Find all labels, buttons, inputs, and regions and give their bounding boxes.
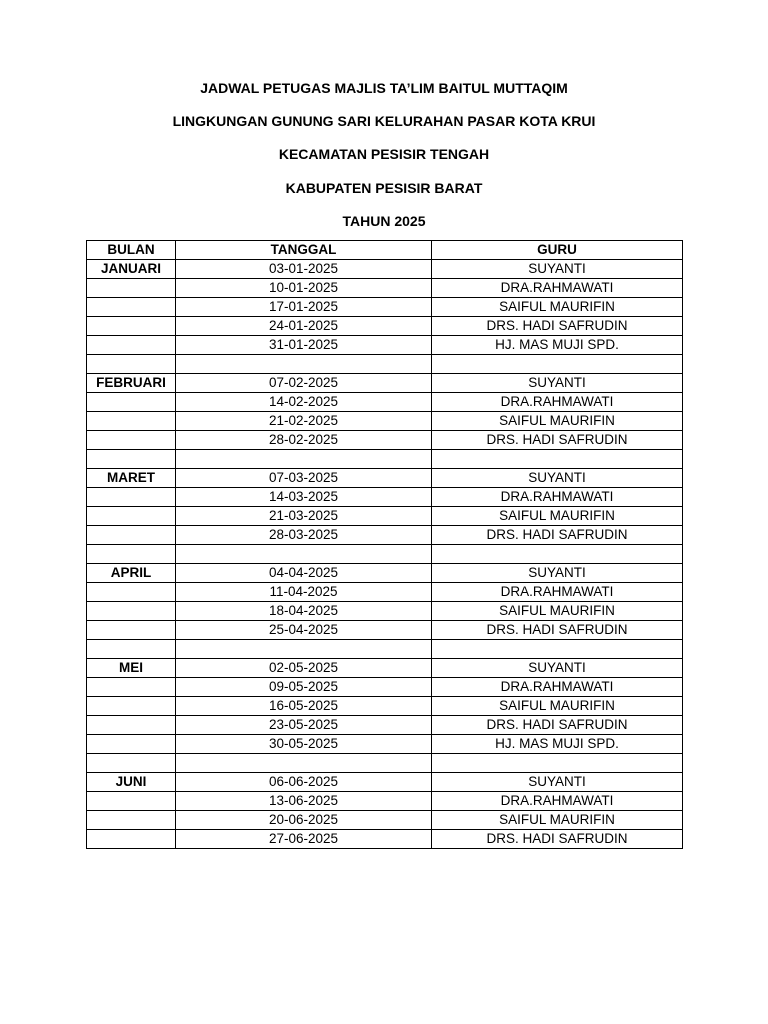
cell-tanggal: 10-01-2025 <box>176 279 432 298</box>
cell-tanggal: 27-06-2025 <box>176 830 432 849</box>
cell-bulan <box>87 621 176 640</box>
title-line-2: LINGKUNGAN GUNUNG SARI KELURAHAN PASAR KOTA KRUI <box>172 113 596 130</box>
table-row <box>87 697 683 716</box>
cell-bulan <box>87 678 176 697</box>
cell-guru: SUYANTI <box>432 773 683 792</box>
cell-tanggal <box>176 754 432 773</box>
cell-tanggal: 31-01-2025 <box>176 336 432 355</box>
cell-bulan <box>87 450 176 469</box>
cell-guru: SAIFUL MAURIFIN <box>432 507 683 526</box>
cell-guru: SAIFUL MAURIFIN <box>432 298 683 317</box>
cell-guru <box>432 450 683 469</box>
cell-guru: DRA.RAHMAWATI <box>432 583 683 602</box>
cell-bulan <box>87 279 176 298</box>
cell-tanggal: 30-05-2025 <box>176 735 432 754</box>
cell-bulan <box>87 298 176 317</box>
cell-bulan <box>87 488 176 507</box>
cell-bulan <box>87 336 176 355</box>
table-row <box>87 393 683 412</box>
cell-bulan: MARET <box>87 469 176 488</box>
table-row <box>87 659 683 678</box>
table-row <box>87 716 683 735</box>
table-row <box>87 488 683 507</box>
cell-tanggal <box>176 640 432 659</box>
cell-guru: SUYANTI <box>432 659 683 678</box>
cell-tanggal: 14-02-2025 <box>176 393 432 412</box>
table-row <box>87 336 683 355</box>
cell-guru: DRS. HADI SAFRUDIN <box>432 716 683 735</box>
cell-tanggal: 09-05-2025 <box>176 678 432 697</box>
cell-tanggal: 16-05-2025 <box>176 697 432 716</box>
cell-tanggal: 21-02-2025 <box>176 412 432 431</box>
cell-guru: DRS. HADI SAFRUDIN <box>432 317 683 336</box>
cell-bulan <box>87 393 176 412</box>
title-line-3: KECAMATAN PESISIR TENGAH <box>278 146 490 163</box>
table-row <box>87 564 683 583</box>
table-row <box>87 545 683 564</box>
cell-tanggal: 28-02-2025 <box>176 431 432 450</box>
cell-tanggal: 13-06-2025 <box>176 792 432 811</box>
cell-bulan <box>87 640 176 659</box>
cell-tanggal: 28-03-2025 <box>176 526 432 545</box>
cell-guru <box>432 640 683 659</box>
table-row <box>87 640 683 659</box>
table-row <box>87 830 683 849</box>
cell-guru: DRA.RAHMAWATI <box>432 792 683 811</box>
cell-tanggal <box>176 355 432 374</box>
table-row <box>87 735 683 754</box>
table-row <box>87 317 683 336</box>
cell-bulan <box>87 583 176 602</box>
table-row <box>87 507 683 526</box>
cell-tanggal: 24-01-2025 <box>176 317 432 336</box>
table-row <box>87 678 683 697</box>
cell-tanggal: 17-01-2025 <box>176 298 432 317</box>
cell-guru: SUYANTI <box>432 260 683 279</box>
table-row <box>87 412 683 431</box>
cell-guru: SAIFUL MAURIFIN <box>432 811 683 830</box>
cell-guru: SAIFUL MAURIFIN <box>432 697 683 716</box>
cell-tanggal: 14-03-2025 <box>176 488 432 507</box>
title-line-5: TAHUN 2025 <box>342 212 426 229</box>
cell-bulan: FEBRUARI <box>87 374 176 393</box>
cell-guru: DRA.RAHMAWATI <box>432 678 683 697</box>
table-row <box>87 773 683 792</box>
cell-tanggal: 07-03-2025 <box>176 469 432 488</box>
cell-bulan <box>87 830 176 849</box>
table-body <box>87 260 683 849</box>
cell-bulan: JUNI <box>87 773 176 792</box>
table-row <box>87 431 683 450</box>
cell-guru: HJ. MAS MUJI SPD. <box>432 735 683 754</box>
table-row <box>87 279 683 298</box>
cell-bulan <box>87 545 176 564</box>
cell-guru: SUYANTI <box>432 564 683 583</box>
table-row <box>87 469 683 488</box>
cell-bulan <box>87 507 176 526</box>
table-row <box>87 526 683 545</box>
cell-tanggal: 06-06-2025 <box>176 773 432 792</box>
document-header <box>0 78 768 244</box>
cell-tanggal: 03-01-2025 <box>176 260 432 279</box>
cell-tanggal: 04-04-2025 <box>176 564 432 583</box>
table-row <box>87 792 683 811</box>
cell-guru <box>432 545 683 564</box>
cell-tanggal <box>176 450 432 469</box>
cell-bulan <box>87 811 176 830</box>
cell-guru <box>432 355 683 374</box>
cell-guru: SUYANTI <box>432 374 683 393</box>
table-row <box>87 374 683 393</box>
cell-bulan <box>87 431 176 450</box>
cell-tanggal: 11-04-2025 <box>176 583 432 602</box>
table-row <box>87 583 683 602</box>
table-row <box>87 811 683 830</box>
cell-guru: DRS. HADI SAFRUDIN <box>432 526 683 545</box>
table-row <box>87 298 683 317</box>
cell-guru <box>432 754 683 773</box>
cell-tanggal: 21-03-2025 <box>176 507 432 526</box>
cell-bulan: JANUARI <box>87 260 176 279</box>
cell-guru: DRA.RAHMAWATI <box>432 393 683 412</box>
cell-guru: SAIFUL MAURIFIN <box>432 412 683 431</box>
cell-bulan <box>87 697 176 716</box>
table-header-row <box>87 241 683 260</box>
cell-guru: SUYANTI <box>432 469 683 488</box>
schedule-table <box>86 240 683 849</box>
table-row <box>87 602 683 621</box>
cell-bulan <box>87 602 176 621</box>
cell-bulan <box>87 355 176 374</box>
cell-bulan <box>87 754 176 773</box>
cell-tanggal: 02-05-2025 <box>176 659 432 678</box>
cell-bulan <box>87 412 176 431</box>
cell-bulan: MEI <box>87 659 176 678</box>
table-row <box>87 355 683 374</box>
cell-bulan <box>87 792 176 811</box>
cell-tanggal <box>176 545 432 564</box>
cell-guru: HJ. MAS MUJI SPD. <box>432 336 683 355</box>
table-row <box>87 260 683 279</box>
cell-tanggal: 20-06-2025 <box>176 811 432 830</box>
cell-bulan <box>87 317 176 336</box>
cell-guru: DRS. HADI SAFRUDIN <box>432 431 683 450</box>
title-line-1: JADWAL PETUGAS MAJLIS TA’LIM BAITUL MUTTAQIM <box>200 80 568 96</box>
cell-guru: DRA.RAHMAWATI <box>432 488 683 507</box>
header-bulan: BULAN <box>87 241 176 260</box>
header-guru: GURU <box>432 241 683 260</box>
cell-bulan: APRIL <box>87 564 176 583</box>
cell-guru: SAIFUL MAURIFIN <box>432 602 683 621</box>
cell-bulan <box>87 526 176 545</box>
cell-guru: DRS. HADI SAFRUDIN <box>432 621 683 640</box>
table-row <box>87 450 683 469</box>
table-row <box>87 754 683 773</box>
title-line-4: KABUPATEN PESISIR BARAT <box>285 179 483 196</box>
cell-tanggal: 18-04-2025 <box>176 602 432 621</box>
table-row <box>87 621 683 640</box>
cell-guru: DRA.RAHMAWATI <box>432 279 683 298</box>
header-tanggal: TANGGAL <box>176 241 432 260</box>
cell-bulan <box>87 716 176 735</box>
cell-bulan <box>87 735 176 754</box>
cell-tanggal: 23-05-2025 <box>176 716 432 735</box>
cell-guru: DRS. HADI SAFRUDIN <box>432 830 683 849</box>
cell-tanggal: 25-04-2025 <box>176 621 432 640</box>
cell-tanggal: 07-02-2025 <box>176 374 432 393</box>
